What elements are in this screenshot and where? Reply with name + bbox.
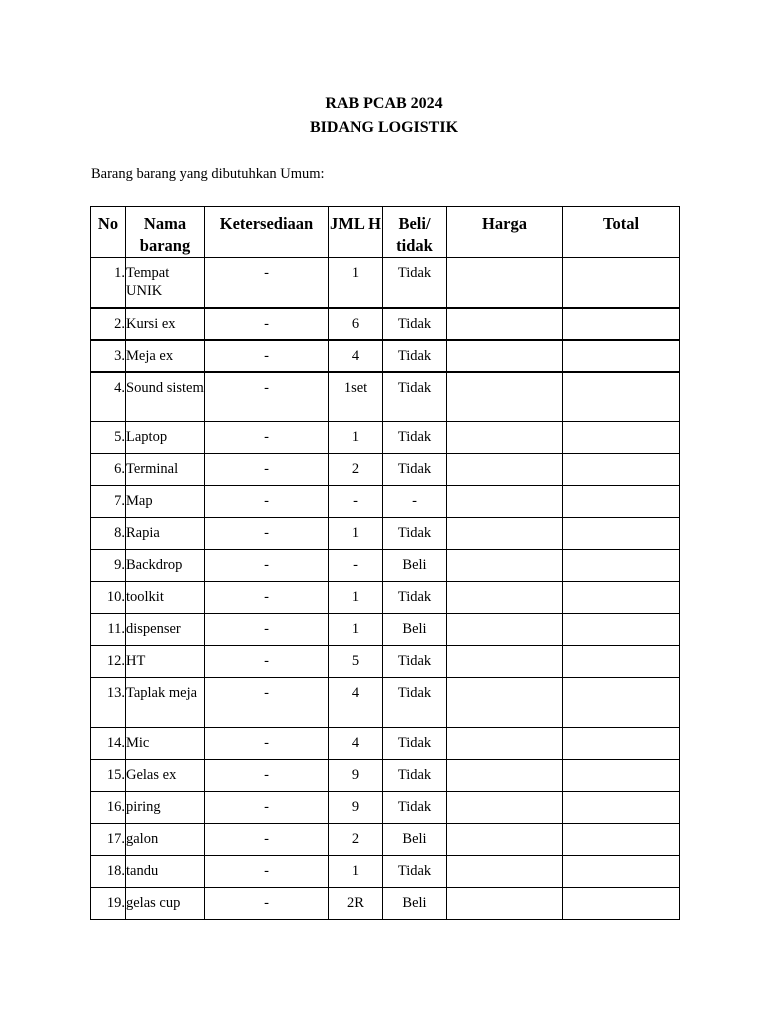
cell-jumlah: 1 <box>329 614 383 646</box>
cell-nama-barang: Rapia <box>126 518 205 550</box>
cell-no: 19. <box>91 888 126 920</box>
cell-total <box>563 728 680 760</box>
cell-nama-barang: Mic <box>126 728 205 760</box>
cell-beli-tidak: Beli <box>383 824 447 856</box>
table-row <box>91 792 680 824</box>
table-row <box>91 646 680 678</box>
cell-beli-tidak: Tidak <box>383 340 447 372</box>
cell-ketersediaan: - <box>205 678 329 728</box>
cell-harga <box>447 372 563 422</box>
cell-nama-barang: toolkit <box>126 582 205 614</box>
cell-no: 4. <box>91 372 126 422</box>
cell-beli-tidak: Tidak <box>383 518 447 550</box>
cell-harga <box>447 518 563 550</box>
cell-no: 11. <box>91 614 126 646</box>
cell-no: 16. <box>91 792 126 824</box>
table-row <box>91 678 680 728</box>
cell-nama-barang: HT <box>126 646 205 678</box>
cell-ketersediaan: - <box>205 582 329 614</box>
cell-harga <box>447 678 563 728</box>
header-beli-tidak: Beli/ tidak <box>383 207 447 258</box>
cell-no: 7. <box>91 486 126 518</box>
cell-harga <box>447 614 563 646</box>
cell-total <box>563 518 680 550</box>
cell-jumlah: 1 <box>329 258 383 308</box>
cell-no: 13. <box>91 678 126 728</box>
cell-ketersediaan: - <box>205 308 329 340</box>
cell-jumlah: 2 <box>329 454 383 486</box>
cell-ketersediaan: - <box>205 258 329 308</box>
cell-no: 17. <box>91 824 126 856</box>
cell-jumlah: 1 <box>329 518 383 550</box>
cell-nama-barang: Backdrop <box>126 550 205 582</box>
table-row <box>91 340 680 372</box>
cell-ketersediaan: - <box>205 760 329 792</box>
cell-beli-tidak: Tidak <box>383 454 447 486</box>
cell-nama-barang: dispenser <box>126 614 205 646</box>
cell-beli-tidak: Tidak <box>383 308 447 340</box>
cell-harga <box>447 792 563 824</box>
cell-total <box>563 792 680 824</box>
cell-no: 2. <box>91 308 126 340</box>
cell-nama-barang: Map <box>126 486 205 518</box>
cell-beli-tidak: Beli <box>383 614 447 646</box>
cell-no: 8. <box>91 518 126 550</box>
cell-harga <box>447 760 563 792</box>
cell-harga <box>447 646 563 678</box>
table-row <box>91 518 680 550</box>
header-no: No <box>91 207 126 258</box>
cell-total <box>563 888 680 920</box>
cell-beli-tidak: - <box>383 486 447 518</box>
cell-no: 18. <box>91 856 126 888</box>
cell-no: 5. <box>91 422 126 454</box>
cell-total <box>563 308 680 340</box>
cell-jumlah: - <box>329 550 383 582</box>
cell-ketersediaan: - <box>205 486 329 518</box>
cell-harga <box>447 856 563 888</box>
cell-ketersediaan: - <box>205 454 329 486</box>
cell-no: 9. <box>91 550 126 582</box>
cell-nama-barang: tandu <box>126 856 205 888</box>
header-nama-barang: Nama barang <box>126 207 205 258</box>
cell-ketersediaan: - <box>205 614 329 646</box>
cell-ketersediaan: - <box>205 422 329 454</box>
cell-beli-tidak: Beli <box>383 550 447 582</box>
table-row <box>91 614 680 646</box>
cell-ketersediaan: - <box>205 646 329 678</box>
table-row <box>91 582 680 614</box>
cell-jumlah: 2 <box>329 824 383 856</box>
cell-ketersediaan: - <box>205 728 329 760</box>
cell-harga <box>447 422 563 454</box>
document-subtitle: BIDANG LOGISTIK <box>309 119 459 136</box>
cell-nama-barang: Tempat UNIK <box>126 258 205 308</box>
cell-harga <box>447 888 563 920</box>
header-total: Total <box>563 207 680 258</box>
cell-harga <box>447 258 563 308</box>
cell-total <box>563 856 680 888</box>
cell-jumlah: 4 <box>329 340 383 372</box>
cell-beli-tidak: Tidak <box>383 258 447 308</box>
cell-beli-tidak: Tidak <box>383 728 447 760</box>
cell-jumlah: 4 <box>329 728 383 760</box>
cell-jumlah: 2R <box>329 888 383 920</box>
cell-jumlah: 1 <box>329 856 383 888</box>
cell-total <box>563 646 680 678</box>
cell-beli-tidak: Tidak <box>383 678 447 728</box>
cell-no: 6. <box>91 454 126 486</box>
table-body <box>91 258 680 920</box>
cell-harga <box>447 486 563 518</box>
cell-beli-tidak: Tidak <box>383 422 447 454</box>
cell-jumlah: 9 <box>329 792 383 824</box>
cell-nama-barang: Sound sistem <box>126 372 205 422</box>
cell-jumlah: 9 <box>329 760 383 792</box>
cell-total <box>563 340 680 372</box>
cell-harga <box>447 550 563 582</box>
cell-ketersediaan: - <box>205 856 329 888</box>
cell-total <box>563 486 680 518</box>
cell-no: 14. <box>91 728 126 760</box>
cell-nama-barang: piring <box>126 792 205 824</box>
cell-total <box>563 454 680 486</box>
table-header-row <box>91 207 680 258</box>
cell-total <box>563 614 680 646</box>
cell-beli-tidak: Tidak <box>383 760 447 792</box>
table-row <box>91 258 680 308</box>
header-jumlah: JML H <box>329 207 383 258</box>
cell-jumlah: 5 <box>329 646 383 678</box>
cell-harga <box>447 824 563 856</box>
cell-harga <box>447 582 563 614</box>
table-row <box>91 888 680 920</box>
cell-nama-barang: Taplak meja <box>126 678 205 728</box>
cell-beli-tidak: Tidak <box>383 372 447 422</box>
cell-total <box>563 550 680 582</box>
cell-ketersediaan: - <box>205 792 329 824</box>
cell-jumlah: 1 <box>329 422 383 454</box>
cell-ketersediaan: - <box>205 550 329 582</box>
cell-total <box>563 824 680 856</box>
cell-total <box>563 582 680 614</box>
table-row <box>91 550 680 582</box>
cell-total <box>563 678 680 728</box>
cell-nama-barang: Laptop <box>126 422 205 454</box>
cell-nama-barang: Terminal <box>126 454 205 486</box>
cell-total <box>563 422 680 454</box>
cell-jumlah: 6 <box>329 308 383 340</box>
document-title: RAB PCAB 2024 <box>325 95 443 112</box>
cell-no: 3. <box>91 340 126 372</box>
cell-total <box>563 372 680 422</box>
cell-ketersediaan: - <box>205 372 329 422</box>
cell-harga <box>447 728 563 760</box>
table-row <box>91 486 680 518</box>
cell-harga <box>447 340 563 372</box>
cell-nama-barang: galon <box>126 824 205 856</box>
budget-table <box>90 206 680 920</box>
cell-beli-tidak: Tidak <box>383 856 447 888</box>
cell-no: 10. <box>91 582 126 614</box>
cell-ketersediaan: - <box>205 888 329 920</box>
cell-ketersediaan: - <box>205 340 329 372</box>
cell-no: 12. <box>91 646 126 678</box>
table-row <box>91 856 680 888</box>
cell-no: 1. <box>91 258 126 308</box>
cell-beli-tidak: Tidak <box>383 646 447 678</box>
cell-nama-barang: gelas cup <box>126 888 205 920</box>
cell-beli-tidak: Beli <box>383 888 447 920</box>
cell-total <box>563 258 680 308</box>
table-row <box>91 760 680 792</box>
cell-jumlah: 1 <box>329 582 383 614</box>
cell-nama-barang: Gelas ex <box>126 760 205 792</box>
cell-nama-barang: Meja ex <box>126 340 205 372</box>
table-row <box>91 454 680 486</box>
cell-beli-tidak: Tidak <box>383 792 447 824</box>
table-row <box>91 824 680 856</box>
header-harga: Harga <box>447 207 563 258</box>
cell-no: 15. <box>91 760 126 792</box>
cell-ketersediaan: - <box>205 824 329 856</box>
intro-text: Barang barang yang dibutuhkan Umum: <box>91 166 325 182</box>
table-row <box>91 308 680 340</box>
cell-harga <box>447 308 563 340</box>
cell-jumlah: - <box>329 486 383 518</box>
cell-total <box>563 760 680 792</box>
cell-nama-barang: Kursi ex <box>126 308 205 340</box>
table-row <box>91 372 680 422</box>
cell-jumlah: 1set <box>329 372 383 422</box>
cell-jumlah: 4 <box>329 678 383 728</box>
cell-beli-tidak: Tidak <box>383 582 447 614</box>
cell-harga <box>447 454 563 486</box>
cell-ketersediaan: - <box>205 518 329 550</box>
header-ketersediaan: Ketersediaan <box>205 207 329 258</box>
table-row <box>91 422 680 454</box>
table-row <box>91 728 680 760</box>
